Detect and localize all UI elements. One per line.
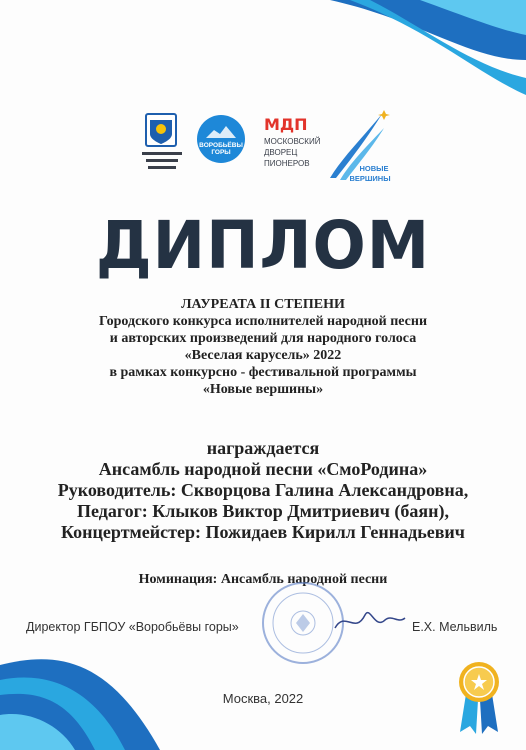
vorobyovy-gory-logo [196, 114, 246, 164]
nomination: Номинация: Ансамбль народной песни [138, 572, 388, 587]
vorobyovy-gory-text-1: ВОРОБЬЁВЫ [199, 142, 243, 149]
place-year: Москва, 2022 [222, 691, 304, 706]
director-name: Е.Х. Мельвиль [412, 620, 498, 634]
laureate-block [0, 296, 526, 398]
awardee-line-3: Руководитель: Скворцова Галина Александровна, [57, 480, 469, 500]
novye-line1: НОВЫЕ [359, 164, 389, 173]
laureate-line-3: и авторских произведений для народного голоса [109, 331, 417, 346]
logos-row [0, 108, 526, 192]
awardee-line-1: награждается [206, 438, 320, 458]
laureate-line-1: ЛАУРЕАТА II СТЕПЕНИ [181, 297, 345, 312]
diploma-title: ДИПЛОМ [95, 207, 431, 284]
mdp-line1: МОСКОВСКИЙ [264, 137, 321, 146]
awardee-block [0, 438, 526, 543]
laureate-line-2: Городского конкурса исполнителей народной песни [98, 314, 428, 329]
novye-line2: ВЕРШИНЫ [349, 174, 391, 183]
laureate-line-4: «Веселая карусель» 2022 [184, 348, 342, 363]
mdp-line3: ПИОНЕРОВ [264, 159, 310, 168]
laureate-line-6: «Новые вершины» [202, 382, 324, 397]
star-icon [378, 110, 390, 120]
medal-icon [456, 660, 502, 736]
signature [330, 600, 410, 640]
laureate-line-5: в рамках конкурсно - фестивальной программы [109, 365, 417, 380]
awardee-line-2: Ансамбль народной песни «СмоРодина» [98, 459, 428, 479]
education-department-logo [140, 112, 184, 182]
awardee-line-5: Концертмейстер: Пожидаев Кирилл Геннадьевич [61, 522, 465, 542]
mdp-line2: ДВОРЕЦ [264, 148, 298, 157]
director-label: Директор ГБПОУ «Воробьёвы горы» [26, 620, 239, 634]
novye-vershiny-logo [322, 108, 392, 190]
mdp-mark: МДП [264, 115, 308, 134]
awardee-line-4: Педагог: Клыков Виктор Дмитриевич (баян), [76, 501, 449, 521]
vorobyovy-gory-text-2: ГОРЫ [211, 149, 231, 156]
